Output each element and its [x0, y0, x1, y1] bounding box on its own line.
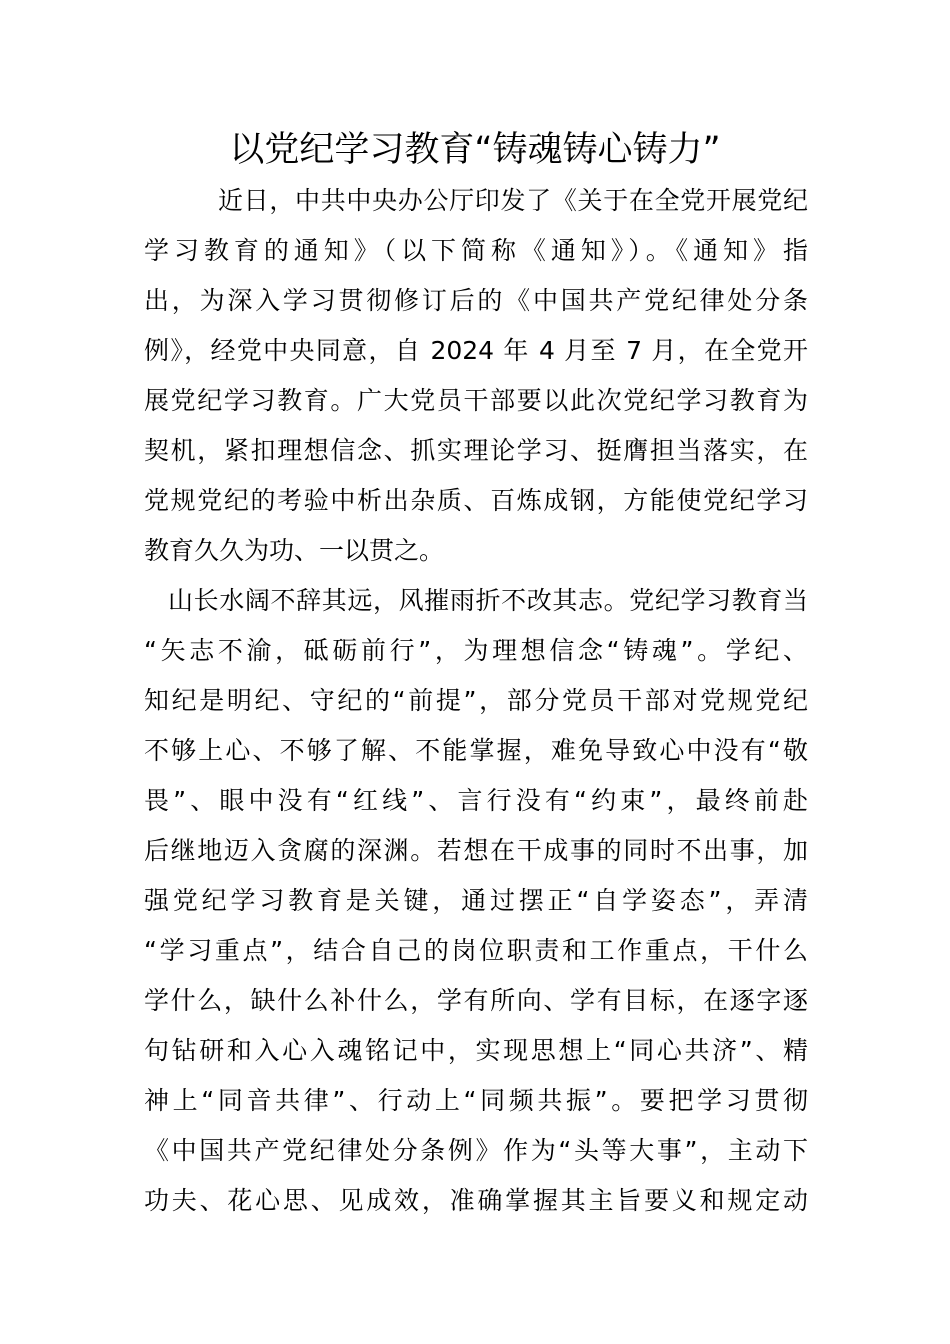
paragraph-line: 不够上心、不够了解、不能掌握，难免导致心中没有“敬	[144, 736, 808, 765]
paragraph-line: 句钻研和入心入魂铭记中，实现思想上“同心共济”、精	[144, 1036, 808, 1065]
paragraph-line: 学什么，缺什么补什么，学有所向、学有目标，在逐字逐	[144, 986, 808, 1015]
paragraph-line: 展党纪学习教育。广大党员干部要以此次党纪学习教育为	[144, 386, 808, 415]
paragraph-2	[144, 576, 808, 1226]
document-body	[144, 176, 808, 1226]
paragraph-line: 教育久久为功、一以贯之。	[144, 536, 445, 565]
paragraph-line: 近日，中共中央办公厅印发了《关于在全党开展党纪	[218, 186, 808, 215]
paragraph-line: 强党纪学习教育是关键，通过摆正“自学姿态”，弄清	[144, 886, 808, 915]
paragraph-line: “学习重点”，结合自己的岗位职责和工作重点，干什么	[144, 936, 808, 965]
paragraph-line: 山长水阔不辞其远，风摧雨折不改其志。党纪学习教育当	[168, 586, 808, 615]
paragraph-line: “矢志不渝，砥砺前行”，为理想信念“铸魂”。学纪、	[144, 636, 808, 665]
paragraph-line: 后继地迈入贪腐的深渊。若想在干成事的同时不出事，加	[144, 836, 808, 865]
paragraph-line: 功夫、花心思、见成效，准确掌握其主旨要义和规定动	[144, 1186, 808, 1215]
paragraph-line: 畏”、眼中没有“红线”、言行没有“约束”，最终前赴	[144, 786, 808, 815]
paragraph-line: 党规党纪的考验中析出杂质、百炼成钢，方能使党纪学习	[144, 486, 808, 515]
paragraph-line: 《中国共产党纪律处分条例》作为“头等大事”，主动下	[144, 1136, 808, 1165]
paragraph-line: 神上“同音共律”、行动上“同频共振”。要把学习贯彻	[144, 1086, 808, 1115]
paragraph-1	[144, 176, 808, 576]
document-title: 以党纪学习教育“铸魂铸心铸力”	[229, 130, 721, 170]
paragraph-line: 知纪是明纪、守纪的“前提”，部分党员干部对党规党纪	[144, 686, 808, 715]
paragraph-line: 出，为深入学习贯彻修订后的《中国共产党纪律处分条	[144, 286, 808, 315]
paragraph-line: 学习教育的通知》（以下简称《通知》）。《通知》指	[144, 236, 808, 265]
paragraph-line: 例》，经党中央同意，自 2024 年 4 月至 7 月，在全党开	[144, 336, 808, 365]
paragraph-line: 契机，紧扣理想信念、抓实理论学习、挺膺担当落实，在	[144, 436, 808, 465]
